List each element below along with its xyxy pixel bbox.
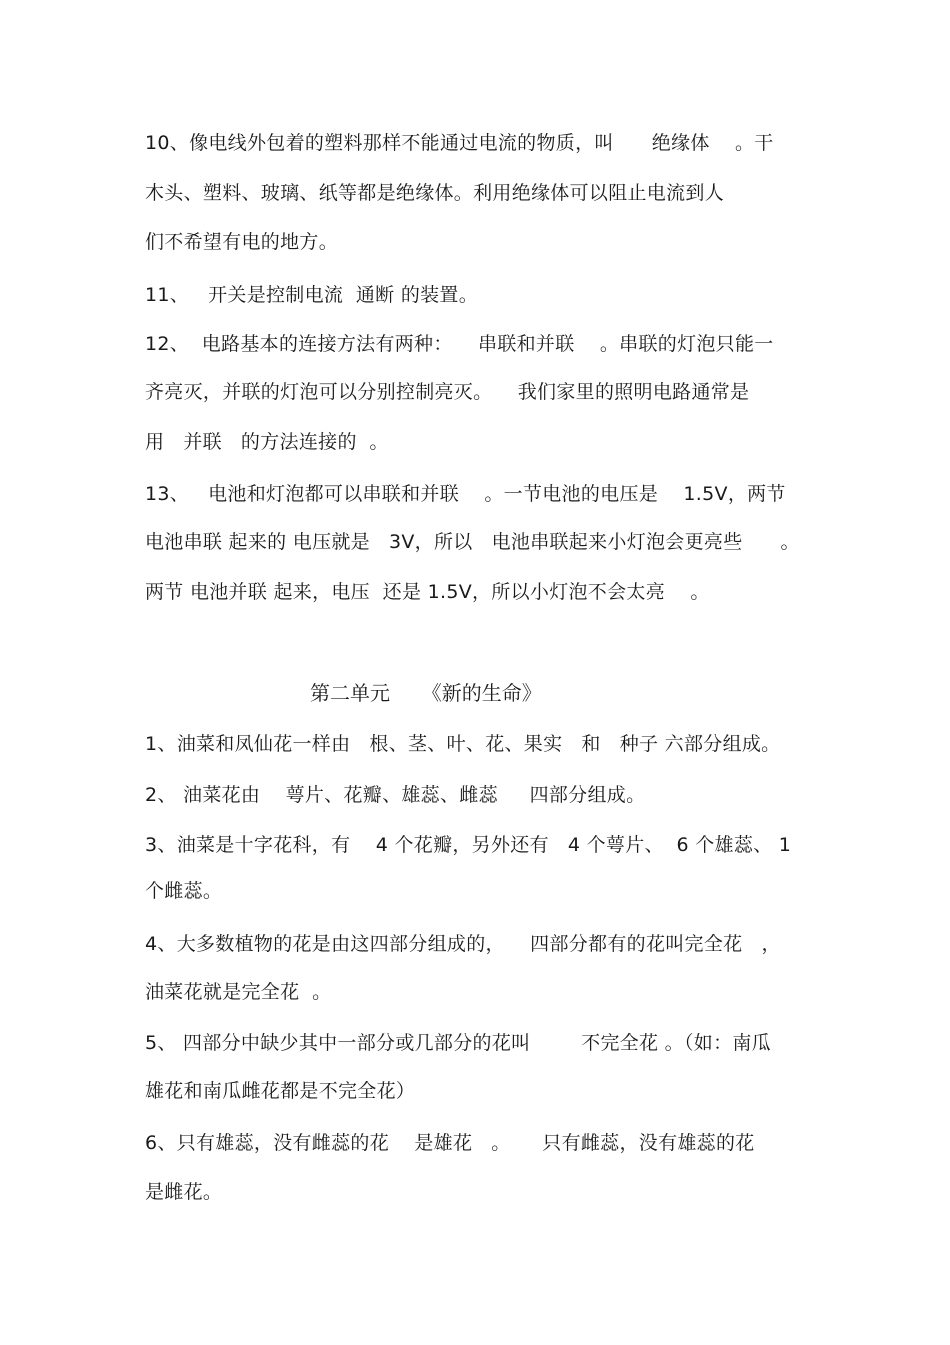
text-line-s1-2: 们不希望有电的地方。 — [145, 231, 339, 253]
text-line-s1-9: 两节 电池并联 起来，电压 还是 1.5V，所以小灯泡不会太亮 。 — [145, 581, 710, 603]
text-line-s2-7: 雄花和南瓜雌花都是不完全花） — [145, 1080, 416, 1102]
text-line-s2-1: 2、 油菜花由 萼片、花瓣、雄蕊、雌蕊 四部分组成。 — [145, 784, 646, 806]
text-line-s1-0: 10、像电线外包着的塑料那样不能通过电流的物质，叫 绝缘体 。干 — [145, 132, 774, 154]
text-line-s1-5: 齐亮灭，并联的灯泡可以分别控制亮灭。 我们家里的照明电路通常是 — [145, 381, 750, 403]
text-line-s2-8: 6、只有雄蕊，没有雌蕊的花 是雄花 。 只有雌蕊，没有雄蕊的花 — [145, 1132, 755, 1154]
text-line-s2-9: 是雌花。 — [145, 1181, 223, 1203]
text-line-s2-3: 个雌蕊。 — [145, 880, 223, 902]
text-line-s1-8: 电池串联 起来的 电压就是 3V，所以 电池串联起来小灯泡会更亮些 。 — [145, 531, 800, 553]
text-line-s1-4: 12、 电路基本的连接方法有两种： 串联和并联 。串联的灯泡只能一 — [145, 333, 774, 355]
text-line-s1-3: 11、 开关是控制电流 通断 的装置。 — [145, 284, 479, 306]
text-line-s1-1: 木头、塑料、玻璃、纸等都是绝缘体。利用绝缘体可以阻止电流到人 — [145, 182, 725, 204]
text-line-s2-2: 3、油菜是十字花科，有 4 个花瓣，另外还有 4 个萼片、 6 个雄蕊、 1 — [145, 834, 792, 856]
section-heading: 第二单元 《新的生命》 — [310, 681, 542, 705]
text-line-s2-4: 4、大多数植物的花是由这四部分组成的， 四部分都有的花叫完全花 ， — [145, 933, 781, 955]
text-line-s2-6: 5、 四部分中缺少其中一部分或几部分的花叫 不完全花 。（如：南瓜 — [145, 1032, 771, 1054]
text-line-s1-7: 13、 电池和灯泡都可以串联和并联 。一节电池的电压是 1.5V，两节 — [145, 483, 786, 505]
text-line-s2-0: 1、油菜和凤仙花一样由 根、茎、叶、花、果实 和 种子 六部分组成。 — [145, 733, 781, 755]
text-line-s1-6: 用 并联 的方法连接的 。 — [145, 431, 389, 453]
text-line-s2-5: 油菜花就是完全花 。 — [145, 981, 332, 1003]
